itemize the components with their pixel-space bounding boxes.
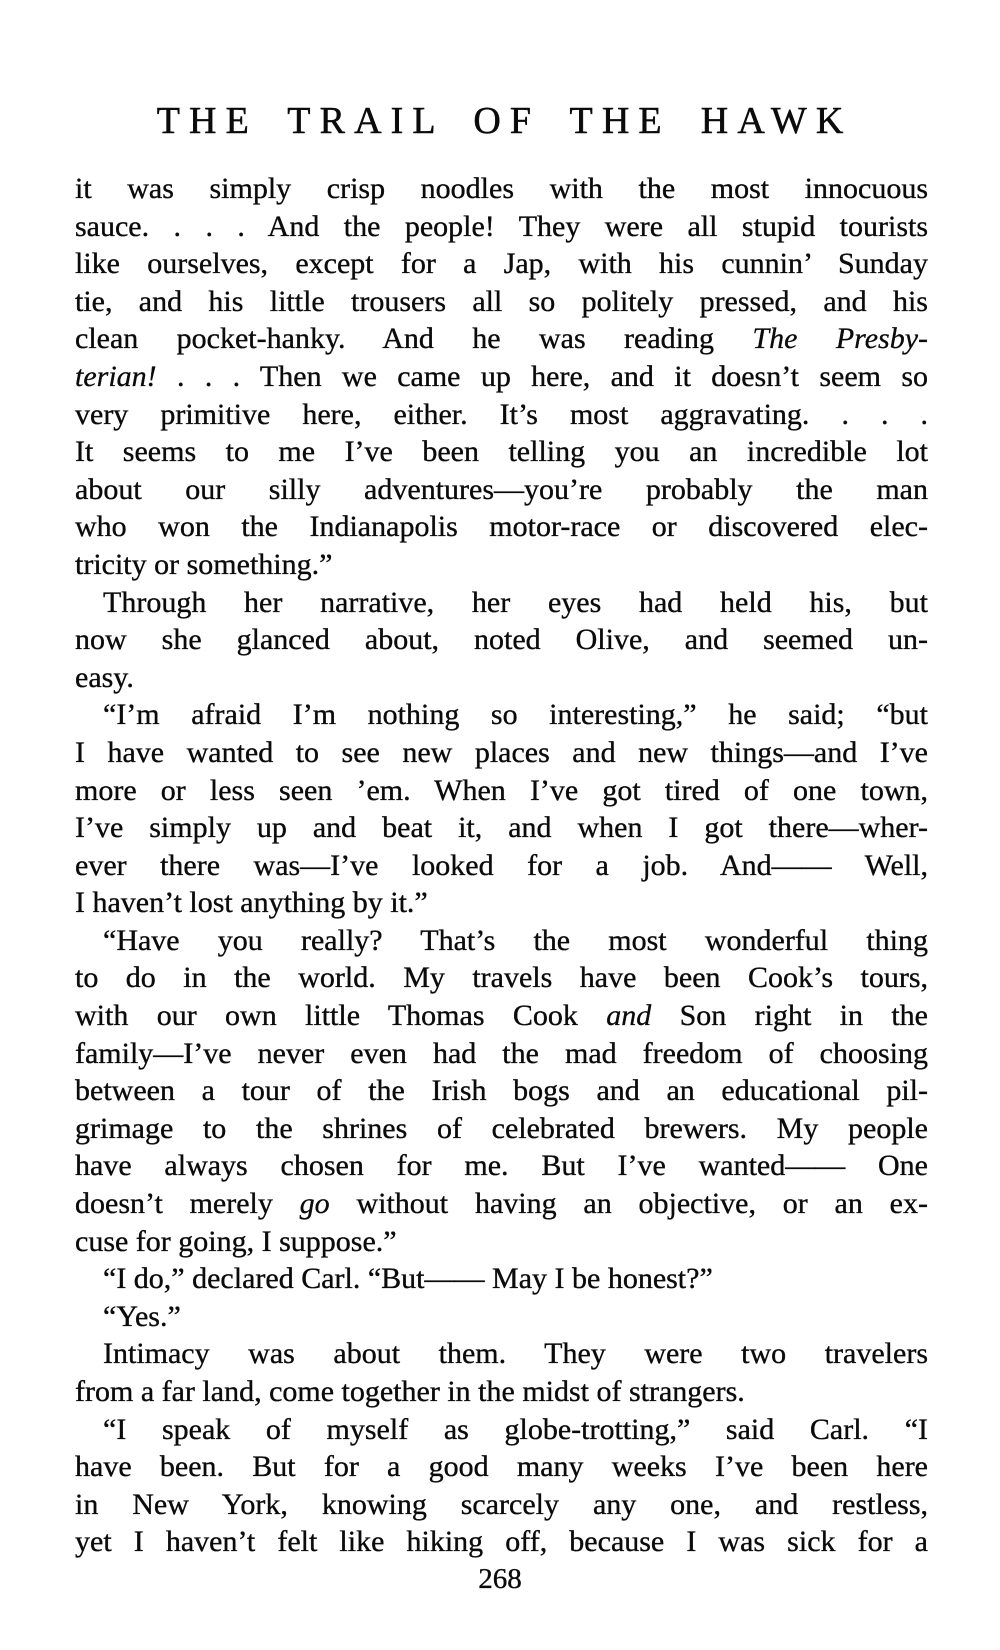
text-line	[75, 1110, 928, 1148]
paragraph	[75, 696, 928, 922]
paragraph	[75, 584, 928, 697]
text-segment: doesn’t merely	[75, 1187, 300, 1221]
paragraph	[75, 1411, 928, 1561]
text-segment: “Yes.”	[103, 1299, 181, 1333]
text-segment: without having an objective, or an ex-	[329, 1187, 928, 1221]
italic-text-segment: go	[299, 1187, 330, 1221]
text-segment: ever there was—I’ve looked for a job. And—— Well,	[75, 848, 928, 882]
paragraph	[75, 1298, 928, 1336]
text-segment: It seems to me I’ve been telling you an incredible lot	[75, 435, 928, 469]
text-line	[75, 1147, 928, 1185]
running-head-title: THE TRAIL OF THE HAWK	[156, 100, 853, 142]
paragraph	[75, 1260, 928, 1298]
italic-text-segment: terian!	[75, 359, 157, 393]
text-line	[75, 1223, 928, 1261]
text-line	[75, 1523, 928, 1561]
text-line	[75, 1411, 928, 1449]
text-line	[75, 584, 928, 622]
text-segment: very primitive here, either. It’s most aggravating. . . .	[75, 397, 928, 431]
text-line	[75, 621, 928, 659]
text-line	[75, 1373, 928, 1411]
text-segment: between a tour of the Irish bogs and an educational pil-	[75, 1074, 928, 1108]
text-line	[75, 508, 928, 546]
paragraph	[75, 922, 928, 1260]
text-segment: have always chosen for me. But I’ve wanted—— One	[75, 1149, 928, 1183]
text-segment: from a far land, come together in the midst of strangers.	[75, 1375, 745, 1408]
text-line	[75, 696, 928, 734]
text-segment: “I do,” declared Carl. “But—— May I be honest?”	[103, 1262, 713, 1296]
text-line	[75, 734, 928, 772]
text-line	[75, 959, 928, 997]
text-line	[75, 1486, 928, 1524]
text-line	[75, 546, 928, 584]
text-line	[75, 1072, 928, 1110]
text-segment: easy.	[75, 660, 134, 694]
page-number: 268	[478, 1563, 522, 1595]
text-segment: now she glanced about, noted Olive, and seemed un-	[75, 623, 928, 657]
text-segment: Through her narrative, her eyes had held his, but	[103, 585, 928, 619]
text-line	[75, 1185, 928, 1223]
text-line	[75, 809, 928, 847]
text-segment: . . . Then we came up here, and it doesn’t seem so	[156, 359, 928, 393]
italic-text-segment: The Presby-	[752, 322, 928, 356]
text-line	[75, 170, 928, 208]
text-line	[75, 997, 928, 1035]
italic-text-segment: and	[606, 999, 652, 1033]
text-segment: clean pocket-hanky. And he was reading	[75, 322, 753, 356]
text-segment: tie, and his little trousers all so politely pressed, and his	[75, 284, 928, 318]
text-line	[75, 884, 928, 922]
text-line	[75, 433, 928, 471]
text-line	[75, 772, 928, 810]
text-line	[75, 283, 928, 321]
text-segment: family—I’ve never even had the mad freedom of choosing	[75, 1036, 928, 1070]
text-line	[75, 396, 928, 434]
text-line	[75, 1260, 928, 1298]
text-segment: I have wanted to see new places and new things—and I’ve	[75, 735, 928, 769]
text-segment: like ourselves, except for a Jap, with his cunnin’ Sunday	[75, 247, 928, 281]
text-segment: Son right in the	[651, 999, 928, 1033]
text-block	[75, 170, 928, 1561]
text-segment: “Have you really? That’s the most wonderful thing	[103, 923, 928, 957]
text-segment: to do in the world. My travels have been Cook’s tours,	[75, 961, 928, 995]
text-segment: Intimacy was about them. They were two travelers	[103, 1337, 928, 1371]
paragraph	[75, 170, 928, 584]
text-line	[75, 1035, 928, 1073]
text-line	[75, 358, 928, 396]
text-line	[75, 471, 928, 509]
text-line	[75, 245, 928, 283]
text-line	[75, 1298, 928, 1336]
text-line	[75, 208, 928, 246]
text-segment: “I speak of myself as globe-trotting,” said Carl. “I	[103, 1412, 928, 1446]
text-segment: sauce. . . . And the people! They were all stupid tourists	[75, 209, 928, 243]
text-segment: cuse for going, I suppose.”	[75, 1224, 397, 1258]
text-segment: tricity or something.”	[75, 547, 333, 581]
text-segment: it was simply crisp noodles with the most innocuous	[75, 172, 928, 205]
text-line	[75, 922, 928, 960]
text-segment: with our own little Thomas Cook	[75, 999, 607, 1033]
text-line	[75, 847, 928, 885]
text-segment: who won the Indianapolis motor-race or discovered elec-	[75, 510, 928, 544]
text-segment: grimage to the shrines of celebrated brewers. My people	[75, 1111, 928, 1145]
text-segment: I’ve simply up and beat it, and when I got there—wher-	[75, 811, 928, 845]
text-segment: “I’m afraid I’m nothing so interesting,” he said; “but	[103, 698, 928, 732]
text-line	[75, 659, 928, 697]
paragraph	[75, 1335, 928, 1410]
text-line	[75, 1335, 928, 1373]
text-line	[75, 320, 928, 358]
text-segment: more or less seen ’em. When I’ve got tired of one town,	[75, 773, 928, 807]
text-segment: in New York, knowing scarcely any one, and restless,	[75, 1487, 928, 1521]
text-line	[75, 1448, 928, 1486]
text-segment: about our silly adventures—you’re probably the man	[75, 472, 928, 506]
text-segment: have been. But for a good many weeks I’ve been here	[75, 1450, 928, 1484]
text-segment: I haven’t lost anything by it.”	[75, 886, 428, 920]
text-segment: yet I haven’t felt like hiking off, because I was sick for a	[75, 1525, 928, 1559]
